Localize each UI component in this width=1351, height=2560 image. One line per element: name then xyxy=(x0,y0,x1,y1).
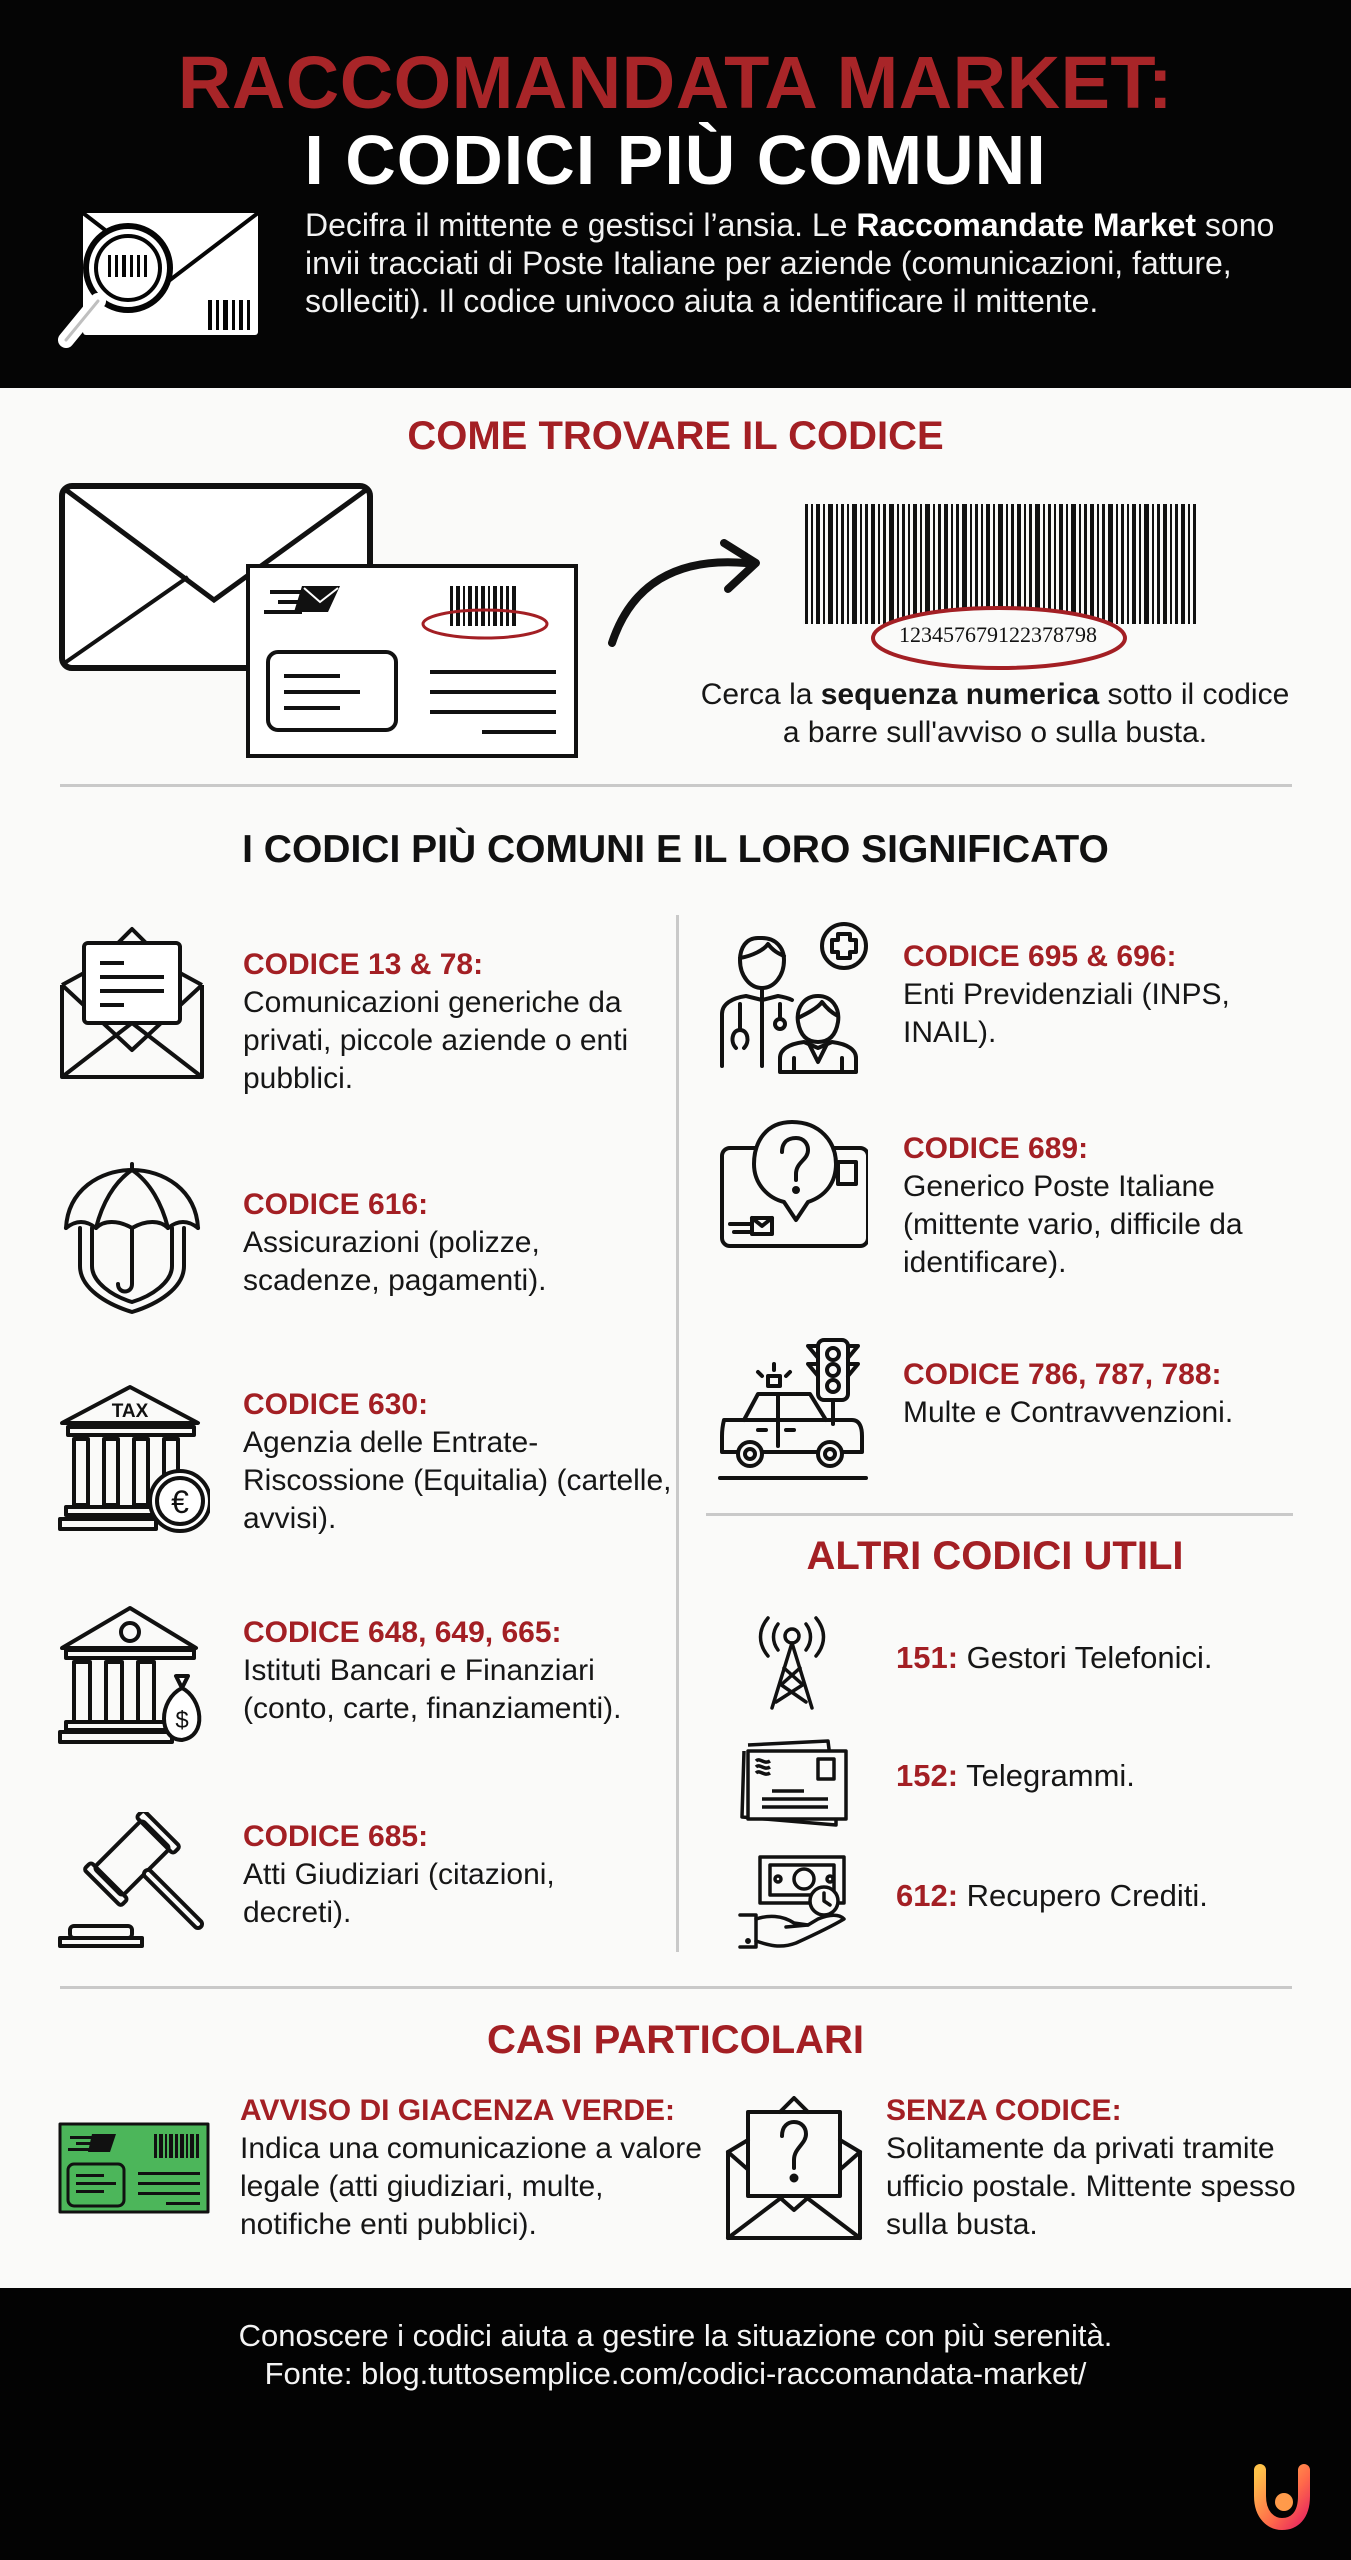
divider xyxy=(60,1986,1292,1989)
common-codes-heading: I CODICI PIÙ COMUNI E IL LORO SIGNIFICATO xyxy=(242,828,1109,871)
svg-text:TAX: TAX xyxy=(111,1401,149,1422)
bank-money-bag-icon xyxy=(58,1604,210,1746)
find-code-instructions: Cerca la sequenza numerica sotto il codice a barre sull'avviso o sulla busta. xyxy=(700,678,1290,749)
other-code-151: 151: Gestori Telefonici. xyxy=(896,1640,1213,1675)
postcard-question-icon xyxy=(718,1118,868,1258)
title-line-2: I CODICI PIÙ COMUNI xyxy=(304,121,1047,199)
special-case-no-code: SENZA CODICE: Solitamente da privati tramite ufficio postale. Mittente spesso sulla busta. xyxy=(886,2094,1296,2241)
code-item-685: CODICE 685: Atti Giudiziari (citazioni, decreti). xyxy=(243,1820,555,1929)
doctors-medical-cross-icon xyxy=(718,918,870,1076)
divider xyxy=(706,1513,1293,1516)
gavel-icon xyxy=(58,1812,210,1948)
tax-building-euro-icon xyxy=(58,1383,210,1535)
column-divider xyxy=(676,915,679,1952)
open-envelope-letter-icon xyxy=(58,925,206,1083)
code-item-695-696: CODICE 695 & 696: Enti Previdenziali (INPS, INAIL). xyxy=(903,940,1230,1049)
title-line-1: RACCOMANDATA MARKET: xyxy=(177,41,1174,124)
divider xyxy=(60,784,1292,787)
code-item-13-78: CODICE 13 & 78: Comunicazioni generiche da privati, piccole aziende o enti pubblici. xyxy=(243,948,629,1095)
other-code-612: 612: Recupero Crediti. xyxy=(896,1878,1208,1913)
code-item-689: CODICE 689: Generico Poste Italiane (mittente vario, difficile da identificare). xyxy=(903,1132,1243,1279)
telegram-letters-icon xyxy=(738,1737,850,1827)
envelope-magnifier-barcode-icon xyxy=(58,205,264,353)
code-item-786-787-788: CODICE 786, 787, 788: Multe e Contravvenzioni. xyxy=(903,1358,1234,1429)
find-code-heading: COME TROVARE IL CODICE xyxy=(407,414,944,458)
special-cases-heading: CASI PARTICOLARI xyxy=(486,2018,865,2062)
tuttosemplice-logo-icon xyxy=(1250,2460,1314,2530)
svg-text:$: $ xyxy=(175,1707,189,1734)
intro-text: Decifra il mittente e gestisci l’ansia. Le Raccomandate Market sono invii tracciati di Poste Italiane per aziende (comunicazioni, fatture, solleciti). Il codice univoco aiuta a identificare il mittente. xyxy=(305,207,1275,319)
hand-money-clock-icon xyxy=(738,1853,850,1951)
code-item-630: CODICE 630: Agenzia delle Entrate-Riscossione (Equitalia) (cartelle, avvisi). xyxy=(243,1388,672,1535)
police-car-traffic-light-icon xyxy=(718,1336,868,1484)
antenna-tower-icon xyxy=(752,1612,832,1712)
footer-source-link[interactable]: Fonte: blog.tuttosemplice.com/codici-raccomandata-market/ xyxy=(264,2356,1087,2391)
umbrella-shield-icon xyxy=(62,1162,202,1314)
svg-text:€: € xyxy=(171,1484,189,1520)
header-banner xyxy=(0,0,1351,388)
green-notice-card-icon xyxy=(58,2122,210,2214)
curved-arrow-icon xyxy=(606,535,776,650)
code-item-648-649-665: CODICE 648, 649, 665: Istituti Bancari e Finanziari (conto, carte, finanziamenti). xyxy=(243,1616,622,1725)
other-code-152: 152: Telegrammi. xyxy=(896,1758,1135,1793)
barcode-number: 123457679122378798 xyxy=(899,622,1097,647)
envelope-question-icon xyxy=(724,2096,864,2242)
footer-message: Conoscere i codici aiuta a gestire la situazione con più serenità. xyxy=(238,2318,1113,2353)
code-item-616: CODICE 616: Assicurazioni (polizze, scadenze, pagamenti). xyxy=(243,1188,547,1297)
special-case-green-notice: AVVISO DI GIACENZA VERDE: Indica una comunicazione a valore legale (atti giudiziari, multe, notifiche enti pubblici). xyxy=(240,2094,702,2241)
envelopes-illustration-icon xyxy=(58,482,578,762)
other-codes-heading: ALTRI CODICI UTILI xyxy=(806,1534,1184,1578)
